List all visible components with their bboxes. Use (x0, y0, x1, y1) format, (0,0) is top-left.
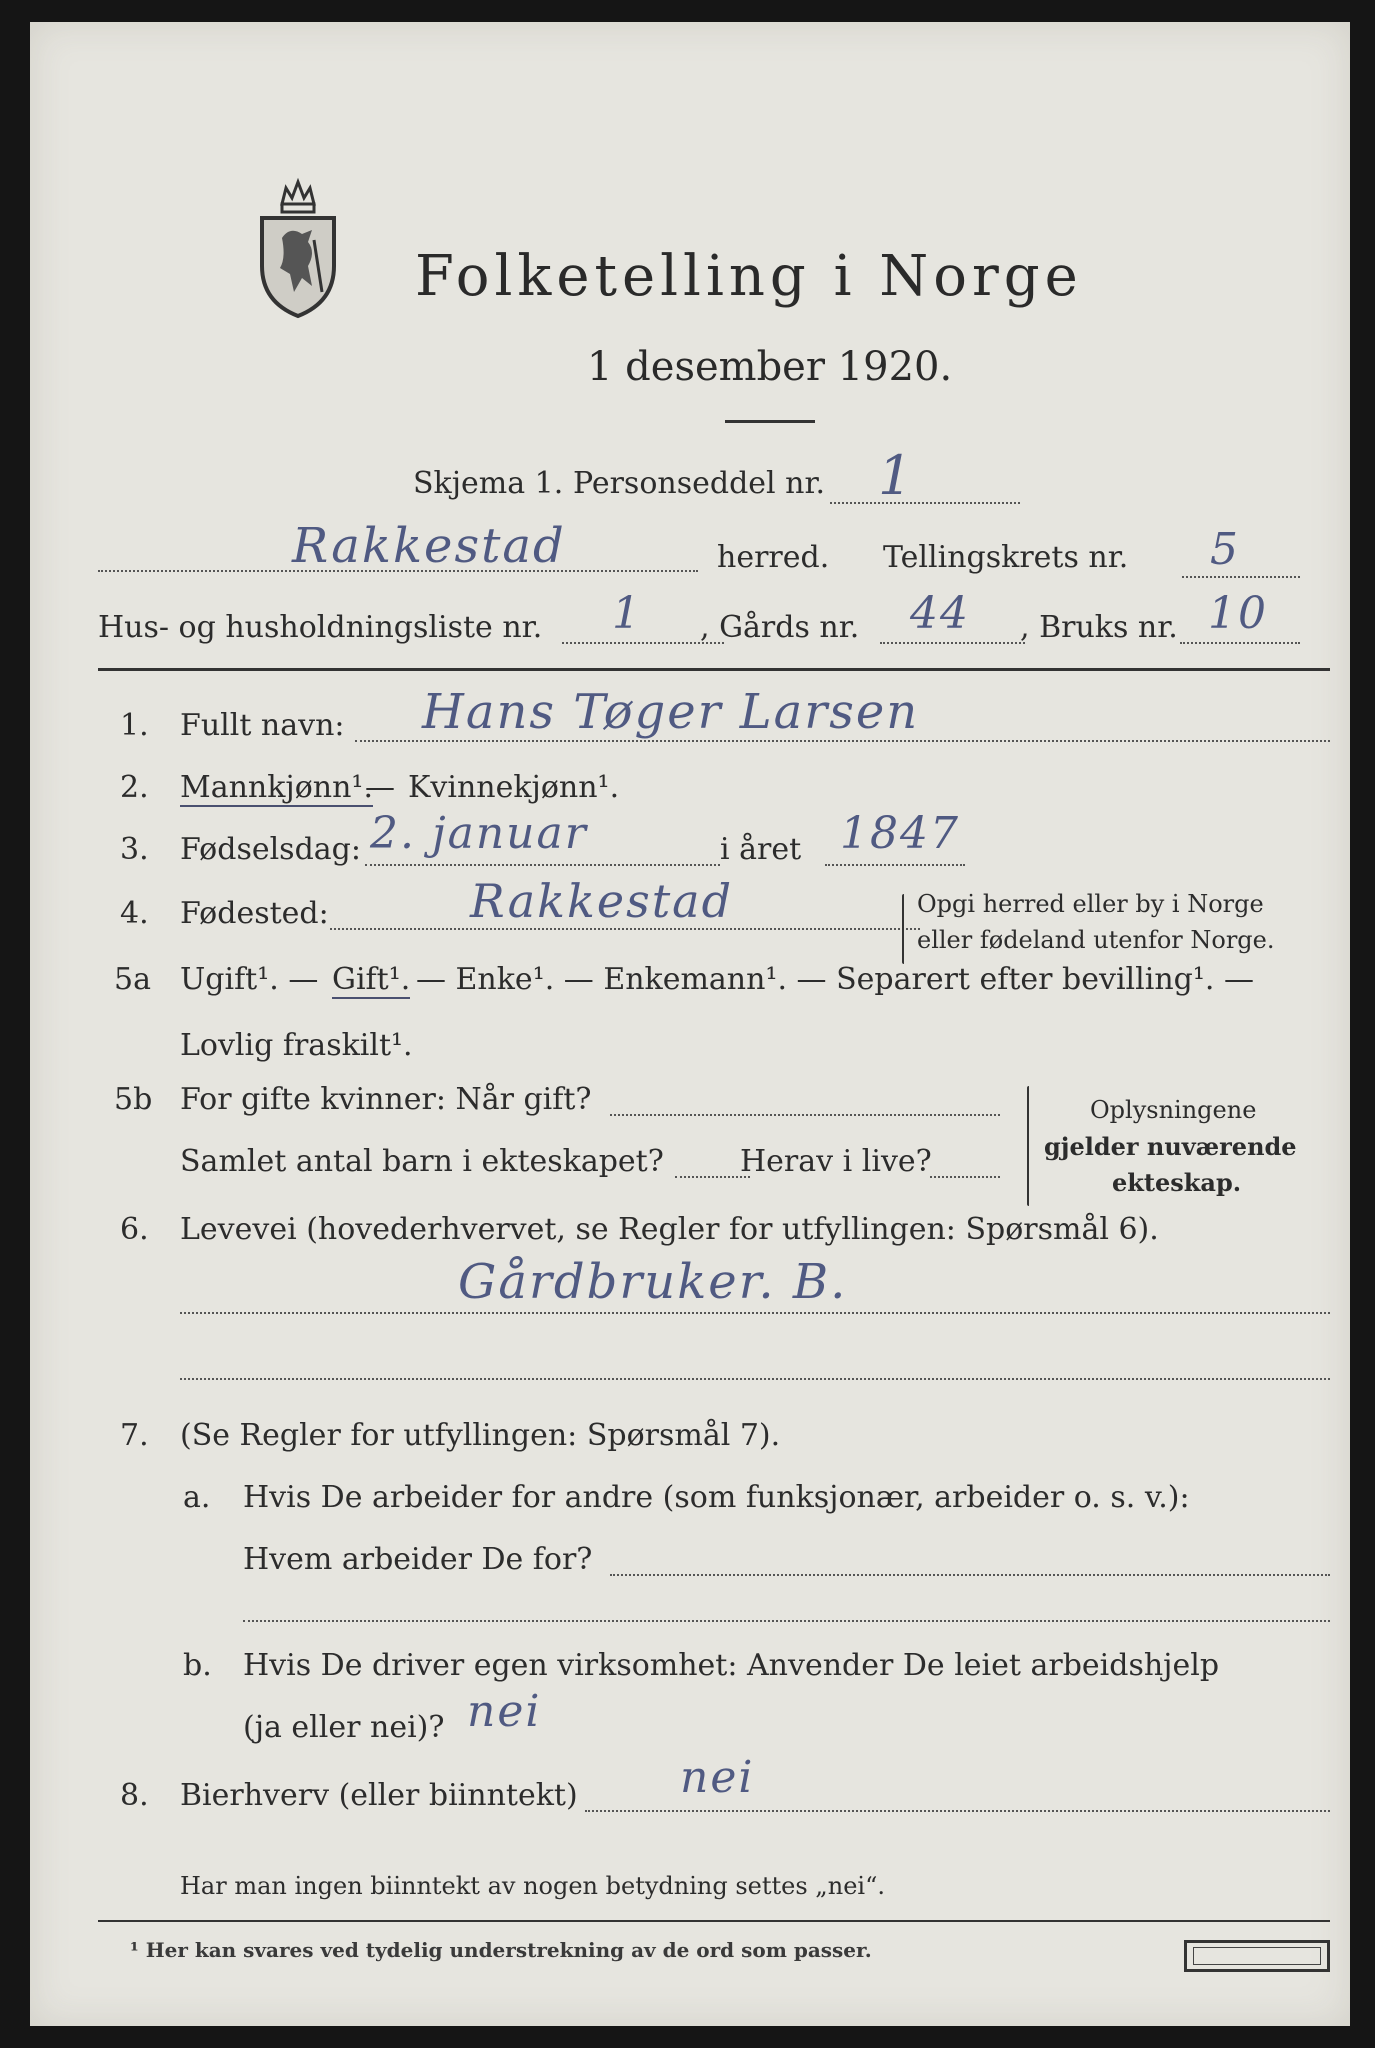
norwegian-coat-of-arms-icon (252, 174, 344, 320)
marital-fraskilt-option: Lovlig fraskilt¹. (180, 1028, 413, 1063)
year-label: i året (720, 832, 802, 867)
q6-line2 (180, 1378, 1330, 1380)
q5b-number: 5b (114, 1082, 153, 1117)
q4-brace (902, 894, 904, 964)
q1-number: 1. (120, 708, 149, 743)
occupation-value: Gårdbruker. B. (458, 1254, 848, 1310)
gender-male-option: Mannkjønn¹. (180, 770, 373, 805)
marital-ugift-option: Ugift¹. — (180, 962, 319, 997)
q8-line (585, 1810, 1330, 1812)
title-divider (725, 420, 815, 423)
q7b-line2: (ja eller nei)? (243, 1710, 445, 1745)
year-line (825, 864, 965, 866)
q6-number: 6. (120, 1212, 149, 1247)
tellingskrets-line (1182, 576, 1300, 578)
schema-label: Skjema 1. (413, 466, 564, 501)
gards-label: , Gårds nr. (700, 610, 860, 645)
footer-note: Har man ingen biinntekt av nogen betydning settes „nei“. (180, 1872, 885, 1900)
q7-number: 7. (120, 1418, 149, 1453)
q1-label: Fullt navn: (180, 708, 345, 743)
q7a-line2-dots (610, 1574, 1330, 1576)
hired-help-value: nei (467, 1686, 542, 1737)
form-title: Folketelling i Norge (415, 244, 1083, 309)
q4-line (330, 928, 920, 930)
q4-label: Fødested: (180, 896, 329, 931)
q5b-line1: For gifte kvinner: Når gift? (180, 1082, 592, 1117)
footer-rule (98, 1920, 1330, 1922)
q7a-extra-dots (243, 1620, 1330, 1622)
q5b-line1-dots (610, 1114, 1000, 1116)
q1-line (355, 740, 1330, 742)
gards-value: 44 (910, 588, 970, 639)
q5b-note-line2: gjelder nuværende (1044, 1132, 1297, 1161)
q7-label: (Se Regler for utfyllingen: Spørsmål 7). (180, 1418, 781, 1453)
q4-number: 4. (120, 896, 149, 931)
q7b-line1: Hvis De driver egen virksomhet: Anvender De leiet arbeidshjelp (243, 1648, 1220, 1683)
q7a-line1: Hvis De arbeider for andre (som funksjonær, arbeider o. s. v.): (243, 1480, 1190, 1515)
personseddel-value: 1 (878, 444, 915, 507)
bruks-line (1180, 642, 1300, 644)
gender-female-option: Kvinnekjønn¹. (408, 770, 620, 805)
q7a-line2: Hvem arbeider De for? (243, 1542, 593, 1577)
tellingskrets-value: 5 (1210, 524, 1240, 575)
tellingskrets-label: Tellingskrets nr. (883, 540, 1129, 575)
q5b-note-line3: ekteskap. (1112, 1168, 1242, 1197)
q5b-alive-dots (930, 1176, 1000, 1178)
q4-note-line2: eller fødeland utenfor Norge. (917, 926, 1275, 954)
herred-value: Rakkestad (292, 518, 566, 574)
q8-number: 8. (120, 1778, 149, 1813)
q5b-brace (1027, 1086, 1029, 1206)
gards-line (880, 642, 1025, 644)
herred-label: herred. (717, 540, 830, 575)
q5b-children-dots (675, 1176, 750, 1178)
q5b-line2a: Samlet antal barn i ekteskapet? (180, 1144, 664, 1179)
bruks-label: , Bruks nr. (1020, 610, 1178, 645)
birthplace-value: Rakkestad (470, 874, 734, 928)
q4-note-line1: Opgi herred eller by i Norge (917, 890, 1264, 918)
q7a-letter: a. (183, 1480, 211, 1515)
q5a-number: 5a (114, 962, 151, 997)
q3-number: 3. (120, 832, 149, 867)
q5b-line2b: Herav i live? (740, 1144, 932, 1179)
q8-label: Bierhverv (eller biinntekt) (180, 1778, 578, 1813)
husliste-label: Hus- og husholdningsliste nr. (98, 610, 543, 645)
q7b-letter: b. (183, 1648, 212, 1683)
q6-label: Levevei (hovederhvervet, se Regler for utfyllingen: Spørsmål 6). (180, 1212, 1159, 1247)
header-rule (98, 668, 1330, 671)
gender-separator: — (365, 770, 395, 805)
birthday-value: 2. januar (370, 808, 588, 859)
printer-stamp-icon (1184, 1940, 1330, 1972)
q6-line1 (180, 1312, 1330, 1314)
personseddel-line (830, 502, 1020, 504)
form-date: 1 desember 1920. (587, 344, 953, 390)
q3-line (365, 864, 720, 866)
personseddel-label: Personseddel nr. (573, 466, 826, 501)
bruks-value: 10 (1208, 588, 1268, 639)
birth-year-value: 1847 (840, 808, 960, 859)
marital-gift-option: Gift¹. (332, 962, 411, 997)
husliste-value: 1 (612, 588, 642, 639)
q2-number: 2. (120, 770, 149, 805)
side-income-value: nei (680, 1752, 755, 1803)
footnote: ¹ Her kan svares ved tydelig understrekning av de ord som passer. (130, 1938, 872, 1962)
marital-other-options: — Enke¹. — Enkemann¹. — Separert efter bevilling¹. — (416, 962, 1254, 997)
q3-label: Fødselsdag: (180, 832, 361, 867)
q5b-note-line1: Oplysningene (1090, 1096, 1257, 1124)
full-name-value: Hans Tøger Larsen (422, 684, 920, 740)
census-form (30, 22, 1350, 2026)
